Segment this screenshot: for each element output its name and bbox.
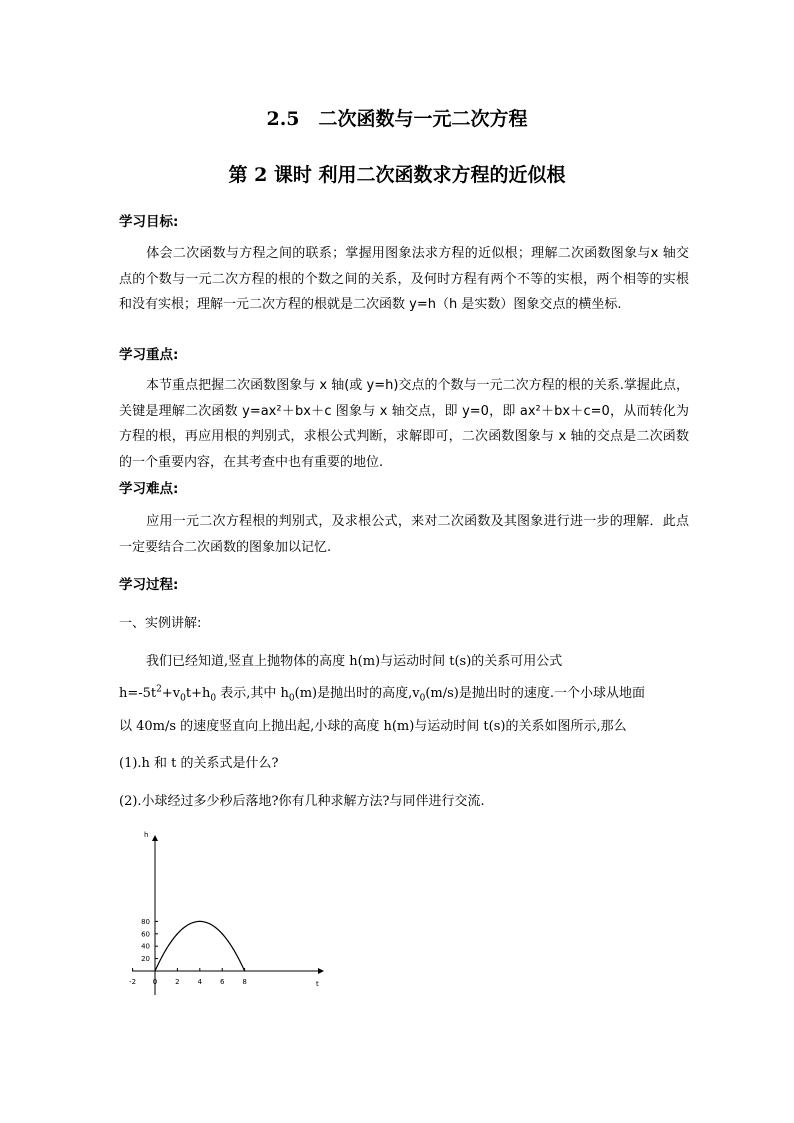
intro-line: 我们已经知道,竖直上抛物体的高度 h(m)与运动时间 t(s)的关系可用公式: [146, 654, 563, 669]
data-point: [210, 924, 211, 925]
data-point: [166, 949, 167, 950]
difficulties-text: 应用一元二次方程根的判别式，及求根公式，来对二次函数及其图象进行进一步的理解．此点一定要结合二次函数的图象加以记忆.: [119, 514, 689, 555]
data-point: [199, 921, 200, 922]
difficulties-paragraph: [119, 509, 689, 560]
y-tick-label: 40: [141, 942, 150, 951]
page-title: 2.5 二次函数与一元二次方程: [266, 108, 528, 130]
process-heading: 学习过程:: [119, 577, 179, 593]
x-tick-label: 8: [242, 978, 247, 986]
question-2: (2).小球经过多少秒后落地?你有几种求解方法?与同伴进行交流.: [119, 794, 485, 809]
key-points-paragraph: [119, 373, 689, 475]
y-tick-label: 60: [141, 930, 150, 939]
y-tick-label: 80: [141, 917, 150, 926]
y-axis-arrow: [152, 835, 158, 841]
y-tick-label: 20: [141, 955, 150, 964]
x-tick-label: 2: [175, 978, 180, 986]
difficulties-heading: 学习难点:: [119, 481, 179, 497]
key-points-text: 本节重点把握二次函数图象与 x 轴(或 y=h)交点的个数与一元二次方程的根的关系.掌握此点，关键是理解二次函数 y=ax²＋bx＋c 图象与 x 轴交点，即 y=0，即 ax²＋bx＋c=0，从而转化为方程的根，再应用根的判别式，求根公式判断，求解即可，二次函数图象与 x 轴的交点是二次函数的一个重要内容，在其考查中也有重要的地位.: [119, 378, 689, 470]
x-tick-label: 4: [197, 978, 203, 986]
x-axis-arrow: [318, 968, 324, 974]
x-tick-label: 0: [152, 978, 158, 986]
key-points-heading: 学习重点:: [119, 347, 179, 363]
question-1: (1).h 和 t 的关系式是什么?: [119, 756, 279, 771]
data-point: [177, 933, 178, 934]
height-curve: [155, 921, 245, 971]
height-time-chart: [120, 825, 330, 995]
x-axis-label: t: [316, 980, 319, 988]
data-point: [188, 924, 189, 925]
data-point: [233, 949, 234, 950]
problem-line: 以 40m/s 的速度竖直向上抛出起,小球的高度 h(m)与运动时间 t(s)的关系如图所示,那么: [119, 719, 627, 734]
x-tick-label: -2: [129, 978, 137, 986]
lesson-subtitle: 第 2 课时 利用二次函数求方程的近似根: [228, 164, 566, 186]
data-point: [222, 933, 223, 934]
objectives-text: 体会二次函数与方程之间的联系；掌握用图象法求方程的近似根；理解二次函数图象与x 轴交点的个数与一元二次方程的根的个数之间的关系，及何时方程有两个不等的实根，两个相等的实根和没有实根；理解一元二次方程的根就是二次函数 y=h（h 是实数）图象交点的横坐标.: [119, 246, 689, 312]
objectives-paragraph: [119, 241, 689, 318]
data-point: [154, 970, 155, 971]
formula-line: $h=-5t^2+v_0t+h_0$ 表示,其中 $h_0(m)$是抛出时的高度$,v_0(m/s)$是抛出时的速度.一个小球从地面: [119, 684, 645, 704]
y-axis-label: h: [144, 831, 149, 839]
objectives-heading: 学习目标:: [119, 214, 179, 230]
x-tick-label: 6: [219, 978, 225, 986]
data-point: [244, 970, 245, 971]
section-example-heading: 一、实例讲解:: [119, 616, 202, 631]
